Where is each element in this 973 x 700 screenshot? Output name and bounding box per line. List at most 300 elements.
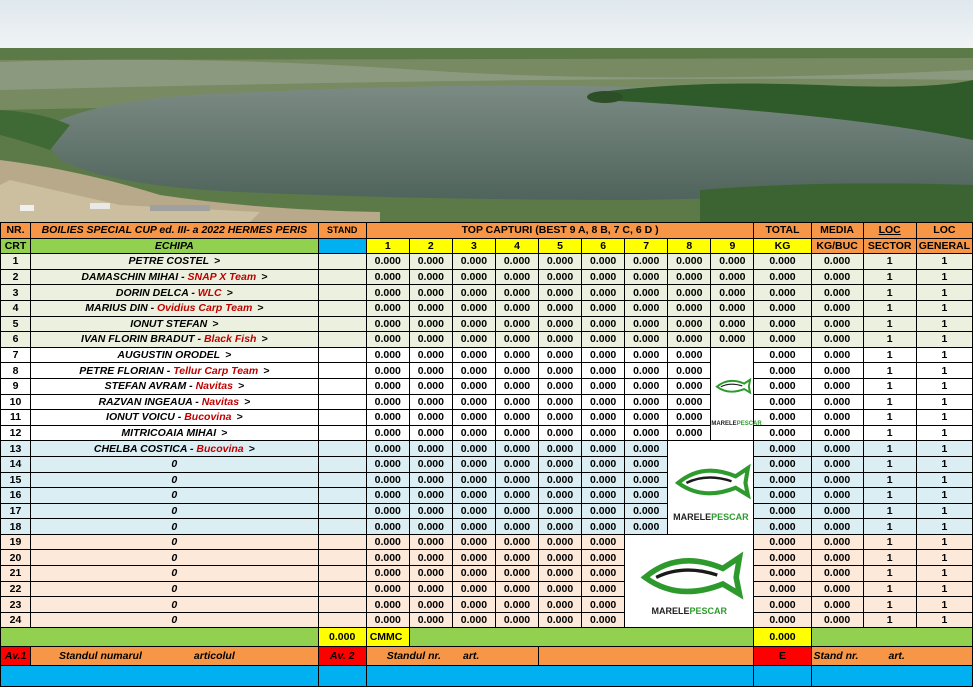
loc-sector: 1 xyxy=(863,425,916,441)
catch-value[interactable]: 0.000 xyxy=(409,534,452,550)
row-number: 17 xyxy=(1,503,31,519)
media-kgbuc: 0.000 xyxy=(811,550,863,566)
catch-value[interactable]: 0.000 xyxy=(539,378,582,394)
table-row xyxy=(1,285,973,301)
catch-value[interactable]: 0.000 xyxy=(366,472,409,488)
competitor-name-cell[interactable] xyxy=(31,456,319,472)
competitor-name-cell[interactable] xyxy=(31,534,319,550)
loc-general: 1 xyxy=(916,316,972,332)
catch-value[interactable]: 0.000 xyxy=(366,300,409,316)
catch-value[interactable]: 0.000 xyxy=(668,300,711,316)
catch-value[interactable]: 0.000 xyxy=(366,597,409,613)
catch-value[interactable]: 0.000 xyxy=(409,597,452,613)
media-kgbuc: 0.000 xyxy=(811,519,863,535)
loc-general: 1 xyxy=(916,488,972,504)
catch-value[interactable]: 0.000 xyxy=(409,581,452,597)
catch-value[interactable]: 0.000 xyxy=(582,456,625,472)
catch-value[interactable]: 0.000 xyxy=(625,410,668,426)
catch-value[interactable]: 0.000 xyxy=(539,285,582,301)
catch-value[interactable]: 0.000 xyxy=(625,316,668,332)
arrow-icon: > xyxy=(225,349,232,362)
stand-cell[interactable] xyxy=(318,378,366,394)
catch-value[interactable]: 0.000 xyxy=(582,472,625,488)
competitor-name-cell[interactable] xyxy=(31,612,319,628)
catch-value[interactable]: 0.000 xyxy=(452,456,495,472)
header-kg: KG xyxy=(754,238,811,254)
catch-value[interactable]: 0.000 xyxy=(366,254,409,270)
row-number: 14 xyxy=(1,456,31,472)
competitor-name-cell[interactable] xyxy=(31,269,319,285)
loc-sector: 1 xyxy=(863,456,916,472)
competitor-name: CHELBA COSTICA - xyxy=(93,442,197,455)
catch-value[interactable]: 0.000 xyxy=(452,425,495,441)
media-kgbuc: 0.000 xyxy=(811,410,863,426)
catch-value[interactable]: 0.000 xyxy=(625,269,668,285)
catch-value[interactable]: 0.000 xyxy=(452,285,495,301)
competitor-name: IVAN FLORIN BRADUT - xyxy=(81,333,204,346)
arrow-icon: > xyxy=(226,286,233,299)
lake-aerial-photo xyxy=(0,0,973,222)
catch-value[interactable]: 0.000 xyxy=(366,441,409,457)
loc-sector: 1 xyxy=(863,300,916,316)
catch-value[interactable]: 0.000 xyxy=(495,332,538,348)
competitor-name-cell[interactable] xyxy=(31,300,319,316)
catch-value[interactable]: 0.000 xyxy=(452,363,495,379)
catch-value[interactable]: 0.000 xyxy=(366,550,409,566)
catch-value[interactable]: 0.000 xyxy=(409,425,452,441)
row-number: 3 xyxy=(1,285,31,301)
catch-value[interactable]: 0.000 xyxy=(452,566,495,582)
catch-value[interactable]: 0.000 xyxy=(409,410,452,426)
catch-value[interactable]: 0.000 xyxy=(668,378,711,394)
catch-value[interactable]: 0.000 xyxy=(668,425,711,441)
total-kg: 0.000 xyxy=(754,550,811,566)
stand-cell[interactable] xyxy=(318,581,366,597)
catch-value[interactable]: 0.000 xyxy=(452,472,495,488)
catch-value[interactable]: 0.000 xyxy=(366,456,409,472)
competitor-name-cell[interactable] xyxy=(31,394,319,410)
catch-value[interactable]: 0.000 xyxy=(582,332,625,348)
catch-value[interactable]: 0.000 xyxy=(366,316,409,332)
catch-value[interactable]: 0.000 xyxy=(495,534,538,550)
team-name: Bucovina xyxy=(196,442,244,455)
catch-value[interactable]: 0.000 xyxy=(366,378,409,394)
standul2-label: Standul nr. xyxy=(386,650,441,663)
catch-value[interactable]: 0.000 xyxy=(409,269,452,285)
catch-value[interactable]: 0.000 xyxy=(452,581,495,597)
catch-value[interactable]: 0.000 xyxy=(539,394,582,410)
catch-value[interactable]: 0.000 xyxy=(625,378,668,394)
catch-value[interactable]: 0.000 xyxy=(539,347,582,363)
catch-value[interactable]: 0.000 xyxy=(409,612,452,628)
catch-value[interactable]: 0.000 xyxy=(409,550,452,566)
catch-header-1: 1 xyxy=(366,238,409,254)
total-kg: 0.000 xyxy=(754,410,811,426)
total-kg: 0.000 xyxy=(754,316,811,332)
media-kgbuc: 0.000 xyxy=(811,597,863,613)
catch-value[interactable]: 0.000 xyxy=(409,347,452,363)
catch-value[interactable]: 0.000 xyxy=(452,612,495,628)
loc-general: 1 xyxy=(916,456,972,472)
catch-value[interactable]: 0.000 xyxy=(625,394,668,410)
catch-value[interactable]: 0.000 xyxy=(539,534,582,550)
catch-value[interactable]: 0.000 xyxy=(495,488,538,504)
catch-value[interactable]: 0.000 xyxy=(452,316,495,332)
catch-value[interactable]: 0.000 xyxy=(582,534,625,550)
catch-value[interactable]: 0.000 xyxy=(582,363,625,379)
catch-value[interactable]: 0.000 xyxy=(539,410,582,426)
catch-value[interactable]: 0.000 xyxy=(582,550,625,566)
catch-value[interactable]: 0.000 xyxy=(711,269,754,285)
catch-value[interactable]: 0.000 xyxy=(539,612,582,628)
catch-value[interactable]: 0.000 xyxy=(495,363,538,379)
competitor-name-cell[interactable] xyxy=(31,347,319,363)
catch-value[interactable]: 0.000 xyxy=(409,503,452,519)
catch-value[interactable]: 0.000 xyxy=(409,254,452,270)
competitor-name-cell[interactable] xyxy=(31,410,319,426)
media-kgbuc: 0.000 xyxy=(811,394,863,410)
catch-value[interactable]: 0.000 xyxy=(582,581,625,597)
stand-cell[interactable] xyxy=(318,347,366,363)
table-row xyxy=(1,534,973,550)
catch-value[interactable]: 0.000 xyxy=(409,441,452,457)
catch-value[interactable]: 0.000 xyxy=(495,597,538,613)
loc-sector: 1 xyxy=(863,378,916,394)
catch-value[interactable]: 0.000 xyxy=(668,394,711,410)
catch-value[interactable]: 0.000 xyxy=(539,581,582,597)
stand-cell[interactable] xyxy=(318,612,366,628)
catch-value[interactable]: 0.000 xyxy=(409,316,452,332)
stand-cell[interactable] xyxy=(318,269,366,285)
catch-value[interactable]: 0.000 xyxy=(711,316,754,332)
competitor-name-cell[interactable] xyxy=(31,316,319,332)
catch-value[interactable]: 0.000 xyxy=(539,332,582,348)
catch-value[interactable]: 0.000 xyxy=(495,503,538,519)
catch-value[interactable]: 0.000 xyxy=(409,519,452,535)
catch-value[interactable]: 0.000 xyxy=(539,300,582,316)
stand-cell[interactable] xyxy=(318,534,366,550)
catch-value[interactable]: 0.000 xyxy=(495,410,538,426)
catch-value[interactable]: 0.000 xyxy=(539,597,582,613)
footer-cyan-left xyxy=(1,666,319,687)
standul-label: Standul numarul xyxy=(59,650,142,663)
row-number: 13 xyxy=(1,441,31,457)
catch-value[interactable]: 0.000 xyxy=(452,441,495,457)
av2-label: Av. 2 xyxy=(318,647,366,666)
catch-value[interactable]: 0.000 xyxy=(711,300,754,316)
stand-cell[interactable] xyxy=(318,285,366,301)
media-kgbuc: 0.000 xyxy=(811,425,863,441)
catch-value[interactable]: 0.000 xyxy=(409,456,452,472)
catch-value[interactable]: 0.000 xyxy=(625,425,668,441)
catch-value[interactable]: 0.000 xyxy=(409,332,452,348)
catch-value[interactable]: 0.000 xyxy=(582,425,625,441)
catch-value[interactable]: 0.000 xyxy=(452,519,495,535)
table-row xyxy=(1,472,973,488)
catch-value[interactable]: 0.000 xyxy=(539,503,582,519)
stand-cell[interactable] xyxy=(318,394,366,410)
competitor-name-cell[interactable] xyxy=(31,488,319,504)
stand-cell[interactable] xyxy=(318,597,366,613)
catch-value[interactable]: 0.000 xyxy=(495,394,538,410)
media-kgbuc: 0.000 xyxy=(811,285,863,301)
catch-value[interactable]: 0.000 xyxy=(495,300,538,316)
catch-header-7: 7 xyxy=(625,238,668,254)
competitor-name-cell[interactable] xyxy=(31,519,319,535)
catch-value[interactable]: 0.000 xyxy=(452,254,495,270)
catch-value[interactable]: 0.000 xyxy=(539,425,582,441)
catch-value[interactable]: 0.000 xyxy=(539,269,582,285)
catch-value[interactable]: 0.000 xyxy=(582,566,625,582)
catch-value[interactable]: 0.000 xyxy=(625,441,668,457)
catch-value[interactable]: 0.000 xyxy=(366,581,409,597)
catch-value[interactable]: 0.000 xyxy=(366,425,409,441)
catch-value[interactable]: 0.000 xyxy=(582,378,625,394)
catch-value[interactable]: 0.000 xyxy=(366,566,409,582)
loc-sector: 1 xyxy=(863,488,916,504)
catch-value[interactable]: 0.000 xyxy=(668,285,711,301)
total-kg: 0.000 xyxy=(754,534,811,550)
catch-value[interactable]: 0.000 xyxy=(452,534,495,550)
stand-cell[interactable] xyxy=(318,300,366,316)
stand-cell[interactable] xyxy=(318,472,366,488)
total-kg: 0.000 xyxy=(754,363,811,379)
catch-value[interactable]: 0.000 xyxy=(582,612,625,628)
results-table xyxy=(0,222,973,687)
catch-value[interactable]: 0.000 xyxy=(495,472,538,488)
total-kg: 0.000 xyxy=(754,441,811,457)
catch-value[interactable]: 0.000 xyxy=(366,285,409,301)
stand-cell[interactable] xyxy=(318,456,366,472)
catch-value[interactable]: 0.000 xyxy=(409,472,452,488)
competitor-name-cell[interactable] xyxy=(31,254,319,270)
catch-value[interactable]: 0.000 xyxy=(452,394,495,410)
catch-value[interactable]: 0.000 xyxy=(409,566,452,582)
catch-value[interactable]: 0.000 xyxy=(668,254,711,270)
total-kg: 0.000 xyxy=(754,394,811,410)
catch-value[interactable]: 0.000 xyxy=(452,503,495,519)
catch-value[interactable]: 0.000 xyxy=(625,347,668,363)
catch-value[interactable]: 0.000 xyxy=(366,394,409,410)
stand-cell[interactable] xyxy=(318,363,366,379)
catch-value[interactable]: 0.000 xyxy=(625,519,668,535)
media-kgbuc: 0.000 xyxy=(811,441,863,457)
competitor-name: RAZVAN INGEAUA - xyxy=(98,395,202,408)
catch-value[interactable]: 0.000 xyxy=(409,363,452,379)
stand-cell[interactable] xyxy=(318,441,366,457)
competitor-name-cell[interactable] xyxy=(31,472,319,488)
competitor-name-cell[interactable] xyxy=(31,503,319,519)
competitor-name-cell[interactable] xyxy=(31,566,319,582)
catch-value[interactable]: 0.000 xyxy=(539,566,582,582)
catch-value[interactable]: 0.000 xyxy=(452,550,495,566)
stand-cell[interactable] xyxy=(318,503,366,519)
catch-value[interactable]: 0.000 xyxy=(452,300,495,316)
catch-value[interactable]: 0.000 xyxy=(495,441,538,457)
total-kg: 0.000 xyxy=(754,488,811,504)
catch-value[interactable]: 0.000 xyxy=(539,441,582,457)
catch-value[interactable]: 0.000 xyxy=(452,410,495,426)
catch-value[interactable]: 0.000 xyxy=(668,363,711,379)
catch-value[interactable]: 0.000 xyxy=(625,254,668,270)
catch-value[interactable]: 0.000 xyxy=(452,347,495,363)
stand-cell[interactable] xyxy=(318,316,366,332)
catch-value[interactable]: 0.000 xyxy=(582,503,625,519)
catch-value[interactable]: 0.000 xyxy=(495,519,538,535)
catch-value[interactable]: 0.000 xyxy=(711,332,754,348)
results-sheet xyxy=(0,222,973,700)
catch-value[interactable]: 0.000 xyxy=(625,503,668,519)
media-kgbuc: 0.000 xyxy=(811,612,863,628)
loc-general: 1 xyxy=(916,503,972,519)
catch-value[interactable]: 0.000 xyxy=(582,519,625,535)
catch-value[interactable]: 0.000 xyxy=(495,425,538,441)
catch-value[interactable]: 0.000 xyxy=(495,285,538,301)
stand-cell[interactable] xyxy=(318,550,366,566)
team-name: WLC xyxy=(197,286,222,299)
catch-value[interactable]: 0.000 xyxy=(366,612,409,628)
catch-value[interactable]: 0.000 xyxy=(711,254,754,270)
footer-catches-blank xyxy=(409,628,754,647)
catch-value[interactable]: 0.000 xyxy=(495,581,538,597)
loc-general: 1 xyxy=(916,441,972,457)
catch-value[interactable]: 0.000 xyxy=(668,316,711,332)
catch-value[interactable]: 0.000 xyxy=(625,456,668,472)
catch-value[interactable]: 0.000 xyxy=(452,378,495,394)
footer-cyan-right xyxy=(811,666,972,687)
catch-value[interactable]: 0.000 xyxy=(668,347,711,363)
catch-value[interactable]: 0.000 xyxy=(539,363,582,379)
catch-value[interactable]: 0.000 xyxy=(409,300,452,316)
arrow-icon: > xyxy=(237,380,245,393)
catch-value[interactable]: 0.000 xyxy=(539,519,582,535)
catch-value[interactable]: 0.000 xyxy=(366,534,409,550)
catch-value[interactable]: 0.000 xyxy=(539,550,582,566)
catch-value[interactable]: 0.000 xyxy=(539,254,582,270)
catch-value[interactable]: 0.000 xyxy=(409,285,452,301)
catch-value[interactable]: 0.000 xyxy=(668,332,711,348)
catch-value[interactable]: 0.000 xyxy=(625,332,668,348)
stand-cell[interactable] xyxy=(318,332,366,348)
catch-value[interactable]: 0.000 xyxy=(495,550,538,566)
competitor-name-cell[interactable] xyxy=(31,363,319,379)
table-row xyxy=(1,550,973,566)
catch-value[interactable]: 0.000 xyxy=(539,316,582,332)
av1-label: Av.1 xyxy=(1,647,31,666)
table-row xyxy=(1,332,973,348)
catch-value[interactable]: 0.000 xyxy=(625,363,668,379)
catch-value[interactable]: 0.000 xyxy=(366,332,409,348)
stand-blank xyxy=(318,238,366,254)
catch-value[interactable]: 0.000 xyxy=(582,316,625,332)
competitor-name: PETRE COSTEL xyxy=(128,255,210,268)
catch-value[interactable]: 0.000 xyxy=(582,285,625,301)
catch-value[interactable]: 0.000 xyxy=(452,488,495,504)
catch-header-8: 8 xyxy=(668,238,711,254)
stand-cell[interactable] xyxy=(318,425,366,441)
stand-cell[interactable] xyxy=(318,254,366,270)
catch-value[interactable]: 0.000 xyxy=(409,394,452,410)
catch-value[interactable]: 0.000 xyxy=(582,254,625,270)
media-kgbuc: 0.000 xyxy=(811,332,863,348)
catch-value[interactable]: 0.000 xyxy=(495,456,538,472)
catch-value[interactable]: 0.000 xyxy=(495,612,538,628)
loc-general: 1 xyxy=(916,363,972,379)
catch-value[interactable]: 0.000 xyxy=(539,488,582,504)
catch-value[interactable]: 0.000 xyxy=(539,472,582,488)
table-row xyxy=(1,581,973,597)
loc-sector: 1 xyxy=(863,347,916,363)
catch-value[interactable]: 0.000 xyxy=(668,269,711,285)
catch-value[interactable]: 0.000 xyxy=(495,269,538,285)
catch-value[interactable]: 0.000 xyxy=(582,269,625,285)
catch-value[interactable]: 0.000 xyxy=(495,254,538,270)
catch-value[interactable]: 0.000 xyxy=(366,410,409,426)
catch-value[interactable]: 0.000 xyxy=(582,597,625,613)
competition-title: BOILIES SPECIAL CUP ed. III- a 2022 HERMES PERIS xyxy=(31,223,319,239)
competitor-name-cell[interactable] xyxy=(31,597,319,613)
catch-value[interactable]: 0.000 xyxy=(582,347,625,363)
competitor-name-cell[interactable] xyxy=(31,285,319,301)
catch-value[interactable]: 0.000 xyxy=(668,410,711,426)
competitor-name-cell[interactable] xyxy=(31,581,319,597)
competitor-name-cell[interactable] xyxy=(31,550,319,566)
catch-value[interactable]: 0.000 xyxy=(452,332,495,348)
media-kgbuc: 0.000 xyxy=(811,456,863,472)
catch-value[interactable]: 0.000 xyxy=(452,597,495,613)
catch-value[interactable]: 0.000 xyxy=(495,566,538,582)
stand-cell[interactable] xyxy=(318,566,366,582)
catch-value[interactable]: 0.000 xyxy=(366,363,409,379)
catch-value[interactable]: 0.000 xyxy=(582,488,625,504)
catch-value[interactable]: 0.000 xyxy=(625,300,668,316)
catch-value[interactable]: 0.000 xyxy=(582,300,625,316)
catch-value[interactable]: 0.000 xyxy=(495,316,538,332)
catch-value[interactable]: 0.000 xyxy=(625,285,668,301)
catch-value[interactable]: 0.000 xyxy=(366,503,409,519)
catch-value[interactable]: 0.000 xyxy=(495,378,538,394)
catch-value[interactable]: 0.000 xyxy=(539,456,582,472)
catch-value[interactable]: 0.000 xyxy=(452,269,495,285)
competitor-name-cell[interactable] xyxy=(31,425,319,441)
catch-value[interactable]: 0.000 xyxy=(582,410,625,426)
total-kg: 0.000 xyxy=(754,503,811,519)
catch-value[interactable]: 0.000 xyxy=(711,285,754,301)
stand-cell[interactable] xyxy=(318,488,366,504)
catch-value[interactable]: 0.000 xyxy=(366,269,409,285)
loc-general: 1 xyxy=(916,285,972,301)
catch-value[interactable]: 0.000 xyxy=(582,441,625,457)
catch-value[interactable]: 0.000 xyxy=(495,347,538,363)
catch-value[interactable]: 0.000 xyxy=(366,488,409,504)
catch-value[interactable]: 0.000 xyxy=(409,378,452,394)
competitor-name: 0 xyxy=(171,473,178,486)
catch-value[interactable]: 0.000 xyxy=(625,488,668,504)
competitor-name-cell[interactable] xyxy=(31,441,319,457)
catch-value[interactable]: 0.000 xyxy=(366,519,409,535)
catch-value[interactable]: 0.000 xyxy=(625,472,668,488)
catch-value[interactable]: 0.000 xyxy=(409,488,452,504)
competitor-name-cell[interactable] xyxy=(31,332,319,348)
loc-sector: 1 xyxy=(863,519,916,535)
total-kg: 0.000 xyxy=(754,472,811,488)
competitor-name-cell[interactable] xyxy=(31,378,319,394)
stand-cell[interactable] xyxy=(318,519,366,535)
catch-value[interactable]: 0.000 xyxy=(582,394,625,410)
stand-cell[interactable] xyxy=(318,410,366,426)
arrow-icon: > xyxy=(236,411,243,424)
catch-value[interactable]: 0.000 xyxy=(366,347,409,363)
